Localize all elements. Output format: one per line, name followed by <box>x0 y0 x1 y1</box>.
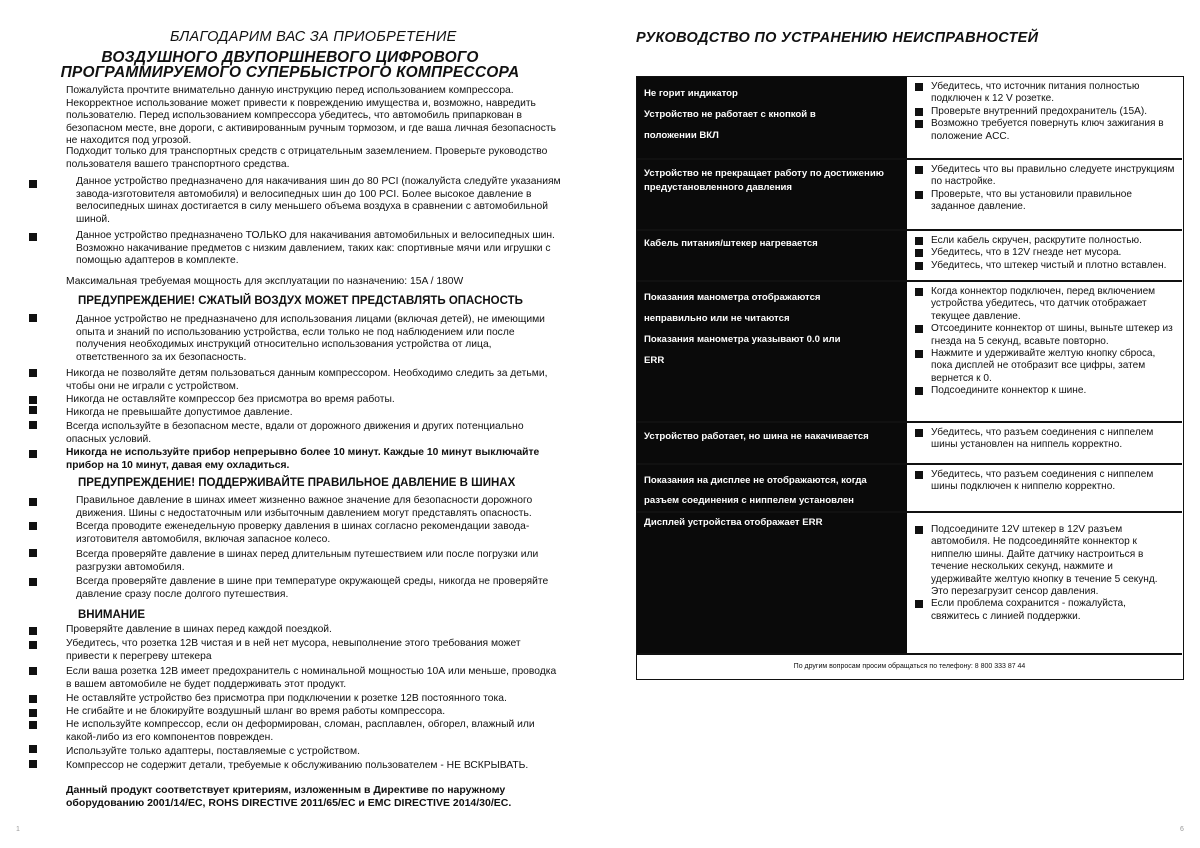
bullet-icon <box>915 350 923 358</box>
attention-item: Не оставляйте устройство без присмотра при подключении к розетке 12В постоянного тока. <box>66 693 507 704</box>
bullet-icon <box>915 120 923 128</box>
bullet-icon <box>915 526 923 534</box>
solution-item: Проверьте внутренний предохранитель (15A). <box>915 106 1176 118</box>
solution-item: Убедитесь, что источник питания полностью подключен к 12 V розетке. <box>915 81 1176 106</box>
table-row <box>637 160 1182 229</box>
row-divider <box>637 653 1182 655</box>
bullet-icon <box>915 166 923 174</box>
bullet-icon <box>29 450 37 458</box>
bullet-icon <box>915 237 923 245</box>
solution-item: Убедитесь, что разъем соединения с ниппелем шины подключен к ниппелю корректно. <box>915 469 1176 494</box>
tire-item: Правильное давление в шинах имеет жизненно важное значение для безопасности дорожного движения. Шины с недостаточным или избыточным давлением могут представлять опасность. <box>76 495 533 519</box>
warning-item: Никогда не позволяйте детям пользоваться данным компрессором. Необходимо следить за детьми, чтобы они не играли с устройством. <box>66 368 548 392</box>
grounding-note: Подходит только для транспортных средств с отрицательным заземлением. Проверьте руководство пользователя вашего транспортного средства. <box>66 146 548 170</box>
power-requirement: Максимальная требуемая мощность для эксплуатации по назначению: 15A / 180W <box>66 276 464 287</box>
problem-cell <box>637 160 907 229</box>
compliance-statement: Данный продукт соответствует критериям, изложенным в Директиве по наружному оборудованию 2001/14/EC, ROHS DIRECTIVE 2011/65/EC и EMC DIRECTIVE 2014/30/EC. <box>66 784 512 809</box>
bullet-icon <box>29 667 37 675</box>
troubleshooting-table <box>636 76 1184 680</box>
problem-line: неправильно или не читаются <box>644 313 790 324</box>
solution-item: Если проблема сохранится - пожалуйста, свяжитесь с линией поддержки. <box>915 598 1176 623</box>
page-number: 6 <box>1180 826 1184 833</box>
problem-line: Показания на дисплее не отображаются, когда <box>644 475 867 486</box>
bullet-icon <box>915 83 923 91</box>
warning-item: Никогда не превышайте допустимое давление. <box>66 407 293 418</box>
bullet-icon <box>915 387 923 395</box>
bullet-icon <box>29 627 37 635</box>
problem-line: разъем соединения с ниппелем установлен <box>644 495 854 506</box>
bullet-icon <box>915 262 923 270</box>
problem-line: Показания манометра отображаются <box>644 292 821 303</box>
solution-cell <box>907 513 1182 653</box>
product-title-line-1: ВОЗДУШНОГО ДВУПОРШНЕВОГО ЦИФРОВОГО <box>101 49 479 66</box>
support-contact: По другим вопросам просим обращаться по телефону: 8 800 333 87 44 <box>793 663 1026 670</box>
solution-cell <box>907 423 1182 463</box>
attention-item: Не используйте компрессор, если он деформирован, сломан, расплавлен, обгорел, влажный или какой-либо из его компонентов поврежден. <box>66 719 535 743</box>
solution-cell <box>907 465 1182 511</box>
problem-cell <box>637 423 907 463</box>
attention-item: Не сгибайте и не блокируйте воздушный шланг во время работы компрессора. <box>66 706 446 717</box>
intro-paragraph: Пожалуйста прочтите внимательно данную инструкцию перед использованием компрессора. Некорректное использование может привести к повреждению имущества и, возможно, навредить пользователю. Перед использованием компрессора убедитесь, что автомобиль припаркован в безопасном месте, вне дороги, с активированным ручным тормозом, и где ваша личная безопасность не находится под угрозой. <box>66 85 557 146</box>
thanks-heading: БЛАГОДАРИМ ВАС ЗА ПРИОБРЕТЕНИЕ <box>170 29 457 45</box>
attention-item: Проверяйте давление в шинах перед каждой поездкой. <box>66 624 332 635</box>
bullet-icon <box>29 406 37 414</box>
bullet-icon <box>29 721 37 729</box>
bullet-icon <box>29 233 37 241</box>
problem-cell <box>637 77 907 158</box>
problem-line: Устройство не прекращает работу по достижению предустановленного давления <box>644 168 884 193</box>
warning-item: Данное устройство не предназначено для использования лицами (включая детей), не имеющими опыта и знаний по использованию устройства, если только не под наблюдением или после получения необходимых инструкций относительно использования устройства от лица, ответственного за их безопасность. <box>76 314 545 363</box>
bullet-icon <box>29 369 37 377</box>
bullet-icon <box>29 578 37 586</box>
attention-item: Используйте только адаптеры, поставляемые с устройством. <box>66 746 360 757</box>
solution-cell <box>907 77 1182 158</box>
bullet-icon <box>29 641 37 649</box>
problem-line: Устройство работает, но шина не накачивается <box>644 431 869 442</box>
warning-item: Всегда используйте в безопасном месте, вдали от дорожного движения и других потенциально опасных условий. <box>66 421 524 445</box>
solution-item: Подсоедините коннектор к шине. <box>915 385 1176 397</box>
bullet-icon <box>915 191 923 199</box>
tire-pressure-heading: ПРЕДУПРЕЖДЕНИЕ! ПОДДЕРЖИВАЙТЕ ПРАВИЛЬНОЕ ДАВЛЕНИЕ В ШИНАХ <box>78 477 516 489</box>
product-title-line-2: ПРОГРАММИРУЕМОГО СУПЕРБЫСТРОГО КОМПРЕССОРА <box>60 64 520 81</box>
solution-item: Убедитесь что вы правильно следуете инструкциям по настройке. <box>915 164 1176 189</box>
solution-item: Подсоедините 12V штекер в 12V разъем автомобиля. Не подсоединяйте коннектор к ниппелю шины. Дайте датчику настроиться в течение нескольких секунд, нажмите и удерживайте желтую кнопку в течение 5 секунд. Это перезагрузит сенсор давления. <box>915 524 1176 598</box>
solution-item: Отсоедините коннектор от шины, выньте штекер из гнезда на 5 секунд, всавьте повторно. <box>915 323 1176 348</box>
bullet-icon <box>29 396 37 404</box>
bullet-icon <box>29 760 37 768</box>
problem-line: ERR <box>644 355 665 366</box>
warning-item: Никогда не оставляйте компрессор без присмотра во время работы. <box>66 394 395 405</box>
bullet-icon <box>915 600 923 608</box>
problem-cell <box>637 513 907 653</box>
bullet-icon <box>29 522 37 530</box>
bullet-icon <box>915 471 923 479</box>
bullet-icon <box>915 249 923 257</box>
solution-item: Возможно требуется повернуть ключ зажигания в положение ACC. <box>915 118 1176 143</box>
bullet-icon <box>29 549 37 557</box>
problem-line: положении ВКЛ <box>644 130 719 141</box>
problem-cell <box>637 465 907 511</box>
tire-item: Всегда проверяйте давление в шине при температуре окружающей среды, никогда не проверяйте давление сразу после долгого путешествия. <box>76 576 549 600</box>
problem-cell <box>637 231 907 280</box>
table-row <box>637 423 1182 463</box>
bullet-icon <box>29 695 37 703</box>
problem-line: Показания манометра указывают 0.0 или <box>644 334 841 345</box>
usage-item: Данное устройство предназначено ТОЛЬКО для накачивания автомобильных и велосипедных шин. Возможно накачивание предметов с низким давлением, таких как: спортивные мячи или игрушки с помощью адаптеров в комплекте. <box>76 230 555 266</box>
troubleshooting-title: РУКОВОДСТВО ПО УСТРАНЕНИЮ НЕИСПРАВНОСТЕЙ <box>636 30 1039 46</box>
usage-item: Данное устройство предназначено для накачивания шин до 80 PCI (пожалуйста следуйте указаниям завода-изготовителя автомобиля) и велосипедных шин до 100 PCI. Более высокое давление в велосипедных шинах достигается в силу меньшего объема воздуха в сравнении с автомобильной шиной. <box>76 176 561 225</box>
problem-cell <box>637 282 907 421</box>
warning-heading: ПРЕДУПРЕЖДЕНИЕ! СЖАТЫЙ ВОЗДУХ МОЖЕТ ПРЕДСТАВЛЯТЬ ОПАСНОСТЬ <box>78 295 523 307</box>
solution-item: Когда коннектор подключен, перед включением устройства убедитесь, что датчик отображает текущее давление. <box>915 286 1176 323</box>
attention-item: Убедитесь, что розетка 12В чистая и в ней нет мусора, невыполнение этого требования может привести к перегреву штекера <box>66 638 521 662</box>
solution-cell <box>907 160 1182 229</box>
problem-line: Кабель питания/штекер нагревается <box>644 238 818 249</box>
attention-item: Если ваша розетка 12В имеет предохранитель с номинальной мощностью 10А или меньше, проводка в вашем автомобиле не будет поддерживать этот продукт. <box>66 666 557 690</box>
table-row <box>637 77 1182 158</box>
table-row <box>637 513 1182 653</box>
bullet-icon <box>915 325 923 333</box>
solution-item: Убедитесь, что в 12V гнезде нет мусора. <box>915 247 1176 259</box>
solution-item: Проверьте, что вы установили правильное заданное давление. <box>915 189 1176 214</box>
table-row <box>637 231 1182 280</box>
bullet-icon <box>29 498 37 506</box>
solution-cell <box>907 231 1182 280</box>
table-row <box>637 465 1182 511</box>
problem-line: Устройство не работает с кнопкой в <box>644 109 816 120</box>
bullet-icon <box>29 745 37 753</box>
solution-item: Убедитесь, что разъем соединения с ниппелем шины установлен на ниппель корректно. <box>915 427 1176 452</box>
tire-item: Всегда проводите еженедельную проверку давления в шинах согласно рекомендации завода-изготовителя автомобиля, включая запасное колесо. <box>76 521 530 545</box>
right-page <box>600 0 1200 848</box>
bullet-icon <box>29 709 37 717</box>
bullet-icon <box>29 314 37 322</box>
bullet-icon <box>29 180 37 188</box>
problem-line: Не горит индикатор <box>644 88 738 99</box>
attention-item: Компрессор не содержит детали, требуемые к обслуживанию пользователем - НЕ ВСКРЫВАТЬ. <box>66 760 529 771</box>
solution-item: Убедитесь, что штекер чистый и плотно вставлен. <box>915 260 1176 272</box>
bullet-icon <box>915 288 923 296</box>
problem-line: Дисплей устройства отображает ERR <box>644 517 823 528</box>
tire-item: Всегда проверяйте давление в шинах перед длительным путешествием или после погрузки или разгрузки автомобиля. <box>76 549 539 573</box>
bullet-icon <box>29 421 37 429</box>
solution-cell <box>907 282 1182 421</box>
attention-heading: ВНИМАНИЕ <box>78 609 146 621</box>
solution-item: Нажмите и удерживайте желтую кнопку сброса, пока дисплей не отобразит все цифры, затем вернется к 0. <box>915 348 1176 385</box>
table-row <box>637 282 1182 421</box>
solution-item: Если кабель скручен, раскрутите полностью. <box>915 235 1176 247</box>
bullet-icon <box>915 429 923 437</box>
bullet-icon <box>915 108 923 116</box>
warning-item: Никогда не используйте прибор непрерывно более 10 минут. Каждые 10 минут выключайте прибор на 10 минут, давая ему охладиться. <box>66 447 540 471</box>
page-number: 1 <box>16 826 20 833</box>
